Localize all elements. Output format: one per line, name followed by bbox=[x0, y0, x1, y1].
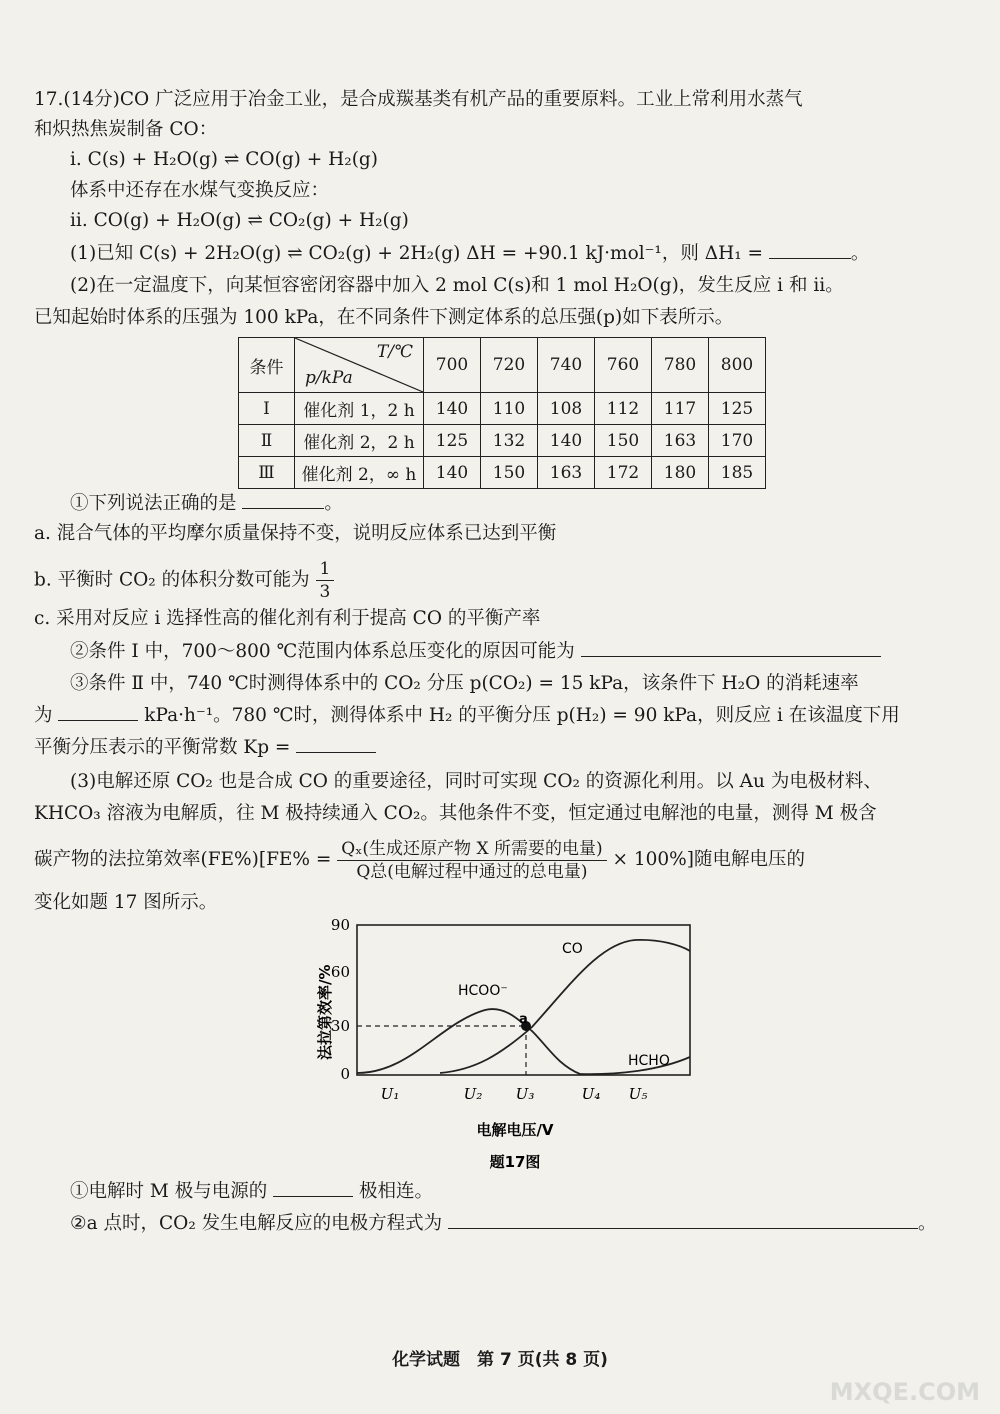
part2-line1: (2)在一定温度下，向某恒容密闭容器中加入 2 mol C(s)和 1 mol H₂O(g)，发生反应 ⅰ 和 ⅱ。 bbox=[70, 275, 844, 296]
table-row bbox=[239, 457, 766, 489]
row-id: Ⅰ bbox=[239, 393, 295, 425]
subq3-post: kPa·h⁻¹。780 ℃时，测得体系中 H₂ 的平衡分压 p(H₂) = 90 kPa，则反应 ⅰ 在该温度下用 bbox=[144, 705, 900, 726]
series-label-hcho: HCHO bbox=[628, 1053, 670, 1069]
option-c: c. 采用对反应 ⅰ 选择性高的催化剂有利于提高 CO 的平衡产率 bbox=[34, 608, 541, 629]
xtick: U₄ bbox=[581, 1085, 601, 1103]
xtick: U₂ bbox=[463, 1085, 483, 1103]
subq2-line bbox=[0, 638, 1000, 666]
part3-line3 bbox=[0, 832, 1000, 888]
figure-caption: 题17图 bbox=[489, 1153, 541, 1171]
table-cell: 163 bbox=[538, 457, 595, 489]
table-temp-header: 760 bbox=[595, 338, 652, 393]
answer-blank-subq2[interactable] bbox=[581, 638, 881, 657]
table-temp-header: 740 bbox=[538, 338, 595, 393]
hcoo-curve bbox=[357, 1009, 580, 1074]
table-cell: 140 bbox=[424, 393, 481, 425]
reaction-ii: ⅱ. CO(g) + H₂O(g) ⇌ CO₂(g) + H₂(g) bbox=[70, 210, 409, 231]
table-header-diagonal-cell bbox=[295, 338, 424, 393]
watermark: MXQE.COM bbox=[829, 1378, 980, 1406]
electrolysis-q2-end: 。 bbox=[918, 1213, 937, 1234]
x-axis-label: 电解电压/V bbox=[476, 1121, 554, 1139]
row-cond: 催化剂 2，2 h bbox=[295, 425, 424, 457]
electrolysis-q2-text: ②a 点时，CO₂ 发生电解反应的电极方程式为 bbox=[70, 1213, 443, 1234]
xtick: U₁ bbox=[380, 1085, 400, 1103]
table-cell: 172 bbox=[595, 457, 652, 489]
subq3-kp: 平衡分压表示的平衡常数 Kp = bbox=[34, 737, 291, 758]
faraday-efficiency-figure bbox=[300, 915, 700, 1175]
subq3-line3 bbox=[0, 734, 1000, 762]
part1-end: 。 bbox=[850, 243, 870, 264]
subq1-end: 。 bbox=[324, 493, 343, 514]
part3-line2: KHCO₃ 溶液为电解质，往 M 极持续通入 CO₂。其他条件不变，恒定通过电解池的电量，测得 M 极含 bbox=[34, 803, 877, 824]
part3-fe-post: × 100%]随电解电压的 bbox=[612, 849, 805, 870]
y-axis-label: 法拉第效率/% bbox=[316, 964, 334, 1060]
fe-numerator: Qₓ(生成还原产物 X 所需要的电量) bbox=[337, 838, 606, 861]
electrolysis-q1 bbox=[0, 1178, 1000, 1206]
table-header-pressure: p/kPa bbox=[305, 368, 353, 388]
subq3-line1: ③条件 Ⅱ 中，740 ℃时测得体系中的 CO₂ 分压 p(CO₂) = 15 kPa，该条件下 H₂O 的消耗速率 bbox=[70, 673, 859, 694]
series-label-co: CO bbox=[562, 941, 583, 957]
table-cell: 125 bbox=[709, 393, 766, 425]
answer-blank-subq1[interactable] bbox=[242, 490, 324, 509]
part3-fe-pre: 碳产物的法拉第效率(FE%)[FE% = bbox=[34, 849, 332, 870]
point-label-a: a bbox=[519, 1012, 528, 1027]
xtick: U₃ bbox=[515, 1085, 535, 1103]
table-cell: 140 bbox=[424, 457, 481, 489]
fraction-one-third bbox=[316, 558, 335, 603]
subq1-line bbox=[0, 490, 1000, 518]
answer-blank-equation[interactable] bbox=[448, 1210, 918, 1229]
table-cell: 132 bbox=[481, 425, 538, 457]
reaction-note: 体系中还存在水煤气变换反应： bbox=[70, 180, 330, 201]
part2-line2: 已知起始时体系的压强为 100 kPa，在不同条件下测定体系的总压强(p)如下表所示。 bbox=[34, 307, 734, 328]
question-intro-line2: 和炽热焦炭制备 CO： bbox=[34, 119, 218, 140]
part1-line bbox=[0, 240, 1000, 268]
table-temp-header: 720 bbox=[481, 338, 538, 393]
table-temp-header: 780 bbox=[652, 338, 709, 393]
table-cell: 117 bbox=[652, 393, 709, 425]
table-cell: 125 bbox=[424, 425, 481, 457]
fraction-numerator: 1 bbox=[316, 558, 335, 581]
fe-denominator: Q总(电解过程中通过的总电量) bbox=[356, 861, 588, 882]
option-a: a. 混合气体的平均摩尔质量保持不变，说明反应体系已达到平衡 bbox=[34, 523, 557, 544]
option-b-text: b. 平衡时 CO₂ 的体积分数可能为 bbox=[34, 569, 310, 591]
table-header-cond-label: 条件 bbox=[249, 357, 284, 378]
table-temp-header: 800 bbox=[709, 338, 766, 393]
series-label-hcoo: HCOO⁻ bbox=[458, 983, 508, 999]
electrolysis-q1-post: 极相连。 bbox=[359, 1181, 434, 1202]
subq1-text: ①下列说法正确的是 bbox=[70, 493, 237, 514]
answer-blank-electrode[interactable] bbox=[273, 1178, 353, 1197]
table-cell: 150 bbox=[481, 457, 538, 489]
table-cell: 108 bbox=[538, 393, 595, 425]
electrolysis-q2 bbox=[0, 1210, 1000, 1238]
answer-blank-rate[interactable] bbox=[58, 702, 138, 721]
table-cell: 110 bbox=[481, 393, 538, 425]
table-row bbox=[239, 425, 766, 457]
row-id: Ⅱ bbox=[239, 425, 295, 457]
table-header-cond bbox=[239, 338, 295, 393]
fraction-denominator: 3 bbox=[319, 582, 331, 602]
table-cell: 112 bbox=[595, 393, 652, 425]
table-row bbox=[239, 393, 766, 425]
table-cell: 170 bbox=[709, 425, 766, 457]
part3-line4: 变化如题 17 图所示。 bbox=[34, 892, 218, 913]
table-cell: 140 bbox=[538, 425, 595, 457]
table-cell: 180 bbox=[652, 457, 709, 489]
table-cell: 185 bbox=[709, 457, 766, 489]
subq3-line2 bbox=[0, 702, 1000, 730]
pressure-table bbox=[238, 337, 766, 489]
reaction-i: ⅰ. C(s) + H₂O(g) ⇌ CO(g) + H₂(g) bbox=[70, 149, 378, 170]
ytick: 0 bbox=[340, 1065, 350, 1083]
ytick: 60 bbox=[330, 963, 350, 981]
table-temp-header: 700 bbox=[424, 338, 481, 393]
row-cond: 催化剂 1，2 h bbox=[295, 393, 424, 425]
page-footer: 化学试题 第 7 页(共 8 页) bbox=[392, 1350, 608, 1370]
fe-fraction bbox=[337, 838, 606, 883]
subq2-text: ②条件 Ⅰ 中，700～800 ℃范围内体系总压变化的原因可能为 bbox=[70, 641, 575, 662]
ytick: 90 bbox=[330, 916, 350, 934]
row-cond: 催化剂 2，∞ h bbox=[295, 457, 424, 489]
subq3-pre: 为 bbox=[34, 705, 53, 726]
option-b bbox=[0, 558, 1000, 603]
table-header-temp: T/℃ bbox=[376, 342, 413, 362]
part3-line1: (3)电解还原 CO₂ 也是合成 CO 的重要途径，同时可实现 CO₂ 的资源化利用。以 Au 为电极材料、 bbox=[70, 771, 882, 792]
table-cell: 150 bbox=[595, 425, 652, 457]
xtick: U₅ bbox=[628, 1085, 648, 1103]
table-cell: 163 bbox=[652, 425, 709, 457]
ytick: 30 bbox=[330, 1017, 350, 1035]
answer-blank-kp[interactable] bbox=[296, 734, 376, 753]
row-id: Ⅲ bbox=[239, 457, 295, 489]
electrolysis-q1-pre: ①电解时 M 极与电源的 bbox=[70, 1181, 268, 1202]
answer-blank-dh1[interactable] bbox=[769, 240, 851, 259]
part1-text: (1)已知 C(s) + 2H₂O(g) ⇌ CO₂(g) + 2H₂(g) ΔH = +90.1 kJ·mol⁻¹，则 ΔH₁ = bbox=[70, 243, 764, 264]
question-intro-line1: 17.(14分)CO 广泛应用于冶金工业，是合成羰基类有机产品的重要原料。工业上常利用水蒸气 bbox=[34, 89, 803, 110]
